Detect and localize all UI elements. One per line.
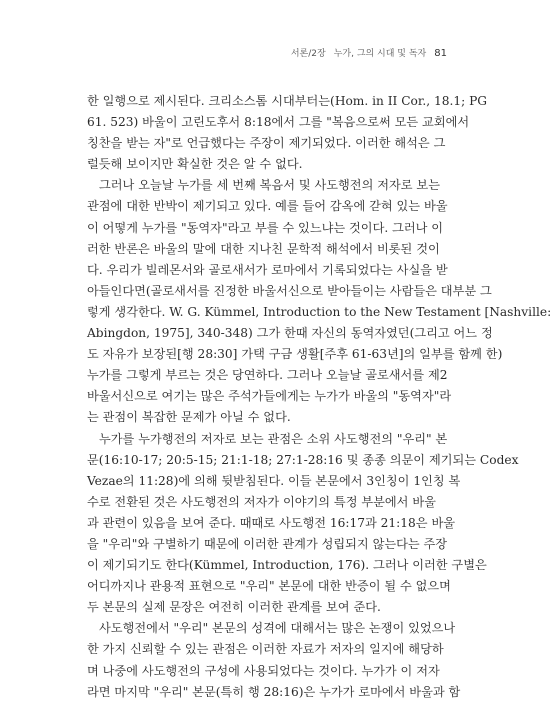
text-line: 바울서신으로 여기는 많은 주석가들에게는 누가가 바울의 "동역자"라 [87, 389, 452, 404]
text-line: 칭찬을 받는 자"로 언급했다는 주장이 제기되었다. 이러한 해석은 그 [87, 136, 446, 151]
text-line: 관점에 대한 반박이 제기되고 있다. 예를 들어 감옥에 갇혀 있는 바울 [87, 199, 448, 214]
text-line: 그러나 오늘날 누가를 세 번째 복음서 및 사도행전의 저자로 보는 [99, 178, 440, 193]
running-header [291, 46, 447, 59]
text-line: 누가를 그렇게 부르는 것은 당연하다. 그러나 오늘날 골로새서를 제2 [87, 368, 448, 383]
body-text [87, 91, 551, 703]
text-line: 한 일행으로 제시된다. 크리소스톰 시대부터는(Hom. in II Cor., 18.1; PG [87, 94, 488, 108]
text-line: 며 나중에 사도행전의 구성에 사용되었다는 것이다. 누가가 이 저자 [87, 663, 440, 678]
text-line: 두 본문의 실제 문장은 여전히 이러한 관계를 보여 준다. [87, 600, 381, 615]
text-line: 렇게 생각한다. W. G. Kümmel, Introduction to the New Testament [Nashville: [87, 304, 551, 319]
text-line: 다. 우리가 빌레몬서와 골로새서가 로마에서 기록되었다는 사실을 받 [87, 262, 448, 277]
text-line: 어디까지나 관용적 표현으로 "우리" 본문에 대한 반증이 될 수 없으며 [87, 579, 451, 594]
text-line: 을 "우리"와 구별하기 때문에 이러한 관계가 성립되지 않는다는 주장 [87, 536, 448, 551]
text-line: 문(16:10-17; 20:5-15; 21:1-18; 27:1-28:16 및 종종 의문이 제기되는 Codex [87, 452, 519, 467]
text-line: 이 제기되기도 한다(Kümmel, Introduction, 176). 그러나 이러한 구별은 [87, 558, 487, 573]
text-line: 누가를 누가행전의 저자로 보는 관점은 소위 사도행전의 "우리" 본 [99, 431, 448, 446]
text-line: 럴듯해 보이지만 확실한 것은 알 수 없다. [87, 157, 303, 172]
page-number: 81 [434, 48, 447, 59]
text-line: 사도행전에서 "우리" 본문의 성격에 대해서는 많은 논쟁이 있었으나 [99, 621, 456, 636]
text-line: 아들인다면(골로새서를 진정한 바울서신으로 받아들이는 사람들은 대부분 그 [87, 283, 492, 298]
text-line: Abingdon, 1975], 340-348) 그가 한때 자신의 동역자였던(그리고 어느 정 [87, 326, 493, 341]
text-line: 는 관점이 복잡한 문제가 아닐 수 없다. [87, 410, 291, 425]
text-line: 이 어떻게 누가를 "동역자"라고 부를 수 있느냐는 것이다. 그러나 이 [87, 220, 444, 235]
header-section: 서론/2장 [290, 49, 326, 59]
text-line: 러한 반론은 바울의 말에 대한 지나친 문학적 해석에서 비롯된 것이 [87, 241, 440, 256]
header-title: 누가, 그의 시대 및 독자 [333, 49, 427, 59]
text-line: 수로 전환된 것은 사도행전의 저자가 이야기의 특정 부분에서 바울 [87, 494, 436, 509]
text-line: 도 자유가 보장된[행 28:30] 가택 구금 생활[주후 61-63년]의 일부를 함께 한) [87, 347, 503, 362]
text-line: 라면 마지막 "우리" 본문(특히 행 28:16)은 누가가 로마에서 바울과 함 [87, 684, 461, 699]
text-line: Vezae의 11:28)에 의해 뒷받침된다. 이들 본문에서 3인칭이 1인칭 복 [87, 473, 461, 488]
text-line: 과 관련이 있음을 보여 준다. 때때로 사도행전 16:17과 21:18은 바울 [87, 515, 455, 530]
text-line: 61. 523) 바울이 고린도후서 8:18에서 그를 "복음으로써 모든 교회에서 [87, 115, 470, 130]
text-line: 한 가지 신뢰할 수 있는 관점은 이러한 자료가 저자의 일지에 해당하 [87, 642, 444, 657]
